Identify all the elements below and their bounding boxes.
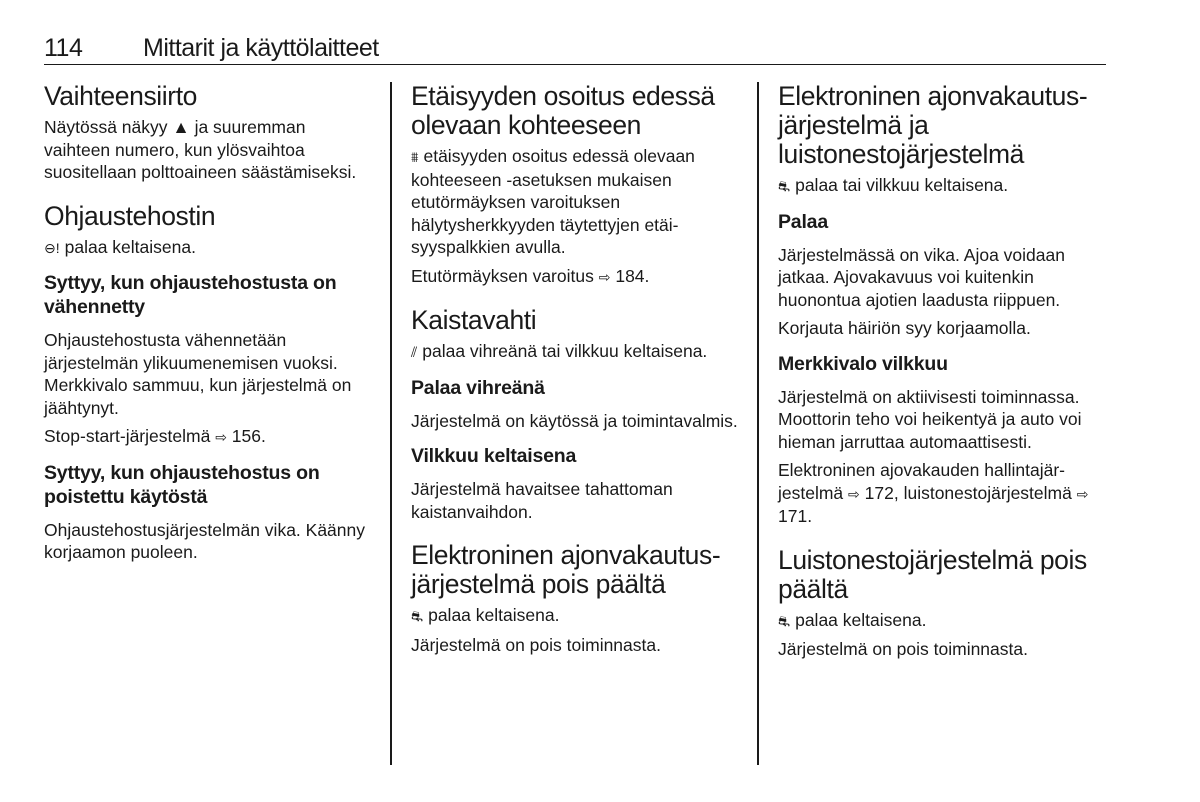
subheading: Merkkivalo vilkkuu: [778, 352, 948, 375]
reference-text: Elektroninen ajovakauden hallintajärjestelmä: [778, 460, 1065, 503]
lane-assist-icon: ⫽: [411, 344, 418, 360]
stability-control-off-icon: ⛐: [411, 608, 424, 624]
reference-page: 171.: [778, 506, 813, 526]
column-divider: [757, 82, 759, 765]
paragraph: [778, 609, 1113, 633]
column-divider: [390, 82, 392, 765]
page-ref-arrow-icon: ⇨: [1076, 485, 1089, 502]
indicator-text: palaa keltaisena.: [64, 236, 196, 257]
page-ref-arrow-icon: ⇨: [848, 485, 860, 502]
paragraph: [411, 604, 746, 628]
indicator-text: palaa vihreänä tai vilkkuu keltaisena.: [422, 341, 708, 361]
indicator-text: palaa tai vilkkuu keltaisena.: [795, 175, 1009, 195]
running-title: Mittarit ja käyttölaitteet: [143, 34, 379, 62]
paragraph: Ohjaustehostusta vähennetään järjestelmän ylikuumenemisen vuoksi. Merkkivalo sammuu, kun järjestelmä on jäähtynyt.: [44, 330, 352, 418]
forward-distance-icon: ⩩: [411, 149, 419, 165]
paragraph: Järjestelmä on käytössä ja toimintavalmis.: [411, 410, 738, 431]
section-heading-ajonvakautus-pois: Elektroninen ajonvakautusjärjestelmä pois päältä: [411, 540, 721, 599]
paragraph: [411, 145, 746, 259]
paragraph: Järjestelmä on pois toiminnasta.: [411, 634, 661, 655]
traction-control-off-icon: ⛐: [778, 612, 791, 629]
section-heading-kaistavahti: Kaistavahti: [411, 305, 537, 335]
page-ref-arrow-icon: ⇨: [598, 268, 611, 285]
page-reference: [411, 265, 746, 289]
paragraph: Järjestelmä on pois toiminnasta.: [778, 639, 1028, 659]
section-heading-ohjaustehostin: Ohjaustehostin: [44, 200, 216, 231]
power-steering-warning-icon: ⊖!: [44, 239, 60, 256]
page-reference: [44, 425, 369, 449]
reference-page: 184.: [615, 265, 650, 286]
subheading: Palaa vihreänä: [411, 376, 545, 399]
page-ref-arrow-icon: ⇨: [215, 429, 227, 445]
indicator-text: palaa keltaisena.: [428, 605, 560, 625]
subheading: Syttyy, kun ohjaustehostusta on vähennetty: [44, 272, 337, 318]
paragraph: Ohjaustehostusjärjestelmän vika. Käänny korjaamon puoleen.: [44, 519, 366, 562]
page-header: [44, 34, 1106, 65]
reference-text: Stop-start-järjestelmä: [44, 426, 211, 446]
paragraph: Näytössä näkyy ▲ ja suuremman vaihteen numero, kun ylösvaihtoa suositellaan polttoaineen säästämiseksi.: [44, 117, 357, 182]
page-reference: [778, 459, 1113, 528]
reference-text: Etutörmäyksen varoitus: [411, 265, 594, 286]
column-3: [778, 82, 1113, 667]
paragraph: [778, 174, 1113, 198]
paragraph: Järjestelmässä on vika. Ajoa voidaan jatkaa. Ajovakavuus voi kuitenkin huonontua ajotien laadusta riippuen.: [778, 244, 1065, 310]
stability-control-icon: ⛐: [778, 178, 791, 194]
paragraph: Järjestelmä havaitsee tahattoman kaistanvaihdon.: [411, 479, 673, 522]
paragraph: [44, 236, 369, 260]
section-heading-etaisyys: Etäisyyden osoitus edessä olevaan kohteeseen: [411, 81, 715, 140]
paragraph: Korjauta häiriön syy korjaamolla.: [778, 318, 1031, 338]
paragraph: [411, 340, 746, 364]
column-2: [411, 82, 746, 662]
column-1: [44, 82, 369, 570]
reference-page: 172, luistonestojärjestelmä: [864, 482, 1072, 503]
reference-page: 156.: [231, 426, 266, 446]
subheading: Vilkkuu keltaisena: [411, 445, 577, 467]
paragraph: Järjestelmä on aktiivisesti toiminnassa. Moottorin teho voi heikentyä ja auto voi hieman jarruttaa automaattisesti.: [778, 386, 1082, 452]
section-heading-vaihteensiirto: Vaihteensiirto: [44, 81, 197, 111]
subheading: Palaa: [778, 210, 828, 233]
section-heading-ajonvakautus: Elektroninen ajonvakautusjärjestelmä ja luistonestojärjestelmä: [778, 81, 1088, 169]
subheading: Syttyy, kun ohjaustehostus on poistettu käytöstä: [44, 461, 320, 508]
indicator-text: palaa keltaisena.: [795, 609, 927, 630]
section-heading-luistonesto-pois: Luistonestojärjestelmä pois päältä: [778, 544, 1087, 604]
indicator-text: etäisyyden osoitus edessä olevaan kohteeseen -asetuksen mukaisen etutörmäyksen varoituksen hälytysherkkyyden täytettyjen etäisyyspalkkien avulla.: [411, 146, 695, 257]
page-number: 114: [44, 34, 83, 62]
